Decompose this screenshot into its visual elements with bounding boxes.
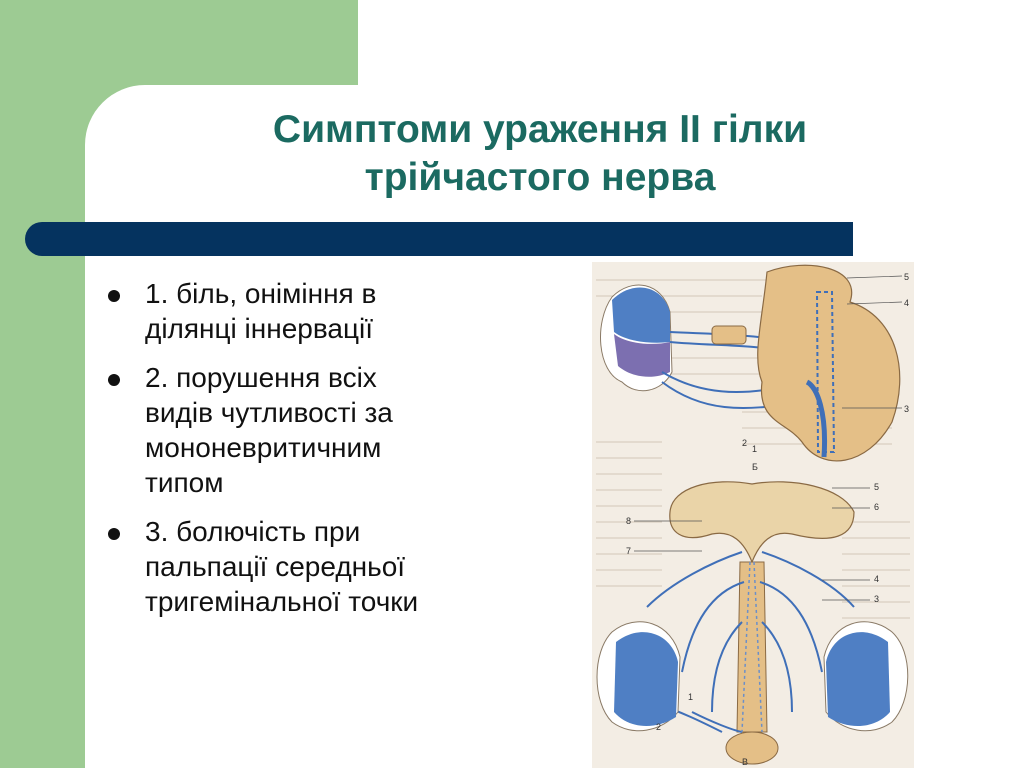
- figure-label: 8: [626, 516, 632, 526]
- bullet-line: видів чутливості за: [145, 397, 393, 428]
- title-underline-bar: [25, 222, 853, 256]
- bullet-line: тригемінальної точки: [145, 586, 419, 617]
- figure-label: В: [742, 757, 749, 767]
- title-line: трійчастого нерва: [364, 156, 716, 199]
- bullet-item: [105, 360, 565, 500]
- figure-label: 1: [688, 692, 694, 702]
- title-line: Симптоми ураження II гілки: [272, 108, 808, 151]
- bullet-item: [105, 276, 565, 346]
- trigeminal-pathway-diagram: [592, 262, 914, 768]
- bullet-line: мононевритичним: [145, 432, 382, 463]
- figure-label: 6: [874, 502, 880, 512]
- bullet-line: 2. порушення всіх: [145, 362, 377, 393]
- head-profile-icon: [601, 285, 672, 391]
- bullet-dot-icon: [108, 290, 120, 302]
- head-profile-icon: [824, 622, 908, 731]
- anatomy-illustration: [592, 262, 914, 768]
- figure-label: 2: [656, 722, 662, 732]
- bullet-dot-icon: [108, 528, 120, 540]
- figure-label: 7: [626, 546, 632, 556]
- bullet-line: 3. болючість при: [145, 516, 361, 547]
- bullet-line: ділянці іннервації: [145, 313, 374, 344]
- bullet-dot-icon: [108, 374, 120, 386]
- figure-label: 1: [752, 444, 758, 454]
- bullet-item: [105, 514, 565, 619]
- head-profile-icon: [597, 622, 680, 731]
- figure-label: 3: [904, 404, 910, 414]
- figure-label: Б: [752, 462, 758, 472]
- bullet-line: пальпації середньої: [145, 551, 406, 582]
- slide-title: [140, 106, 940, 202]
- bullet-line: типом: [145, 467, 224, 498]
- figure-label: 5: [874, 482, 880, 492]
- figure-label: 4: [874, 574, 880, 584]
- bullet-list: [105, 276, 565, 633]
- figure-label: 2: [742, 438, 748, 448]
- figure-label: 4: [904, 298, 910, 308]
- figure-label: 5: [904, 272, 910, 282]
- figure-label: 3: [874, 594, 880, 604]
- bullet-line: 1. біль, оніміння в: [145, 278, 377, 309]
